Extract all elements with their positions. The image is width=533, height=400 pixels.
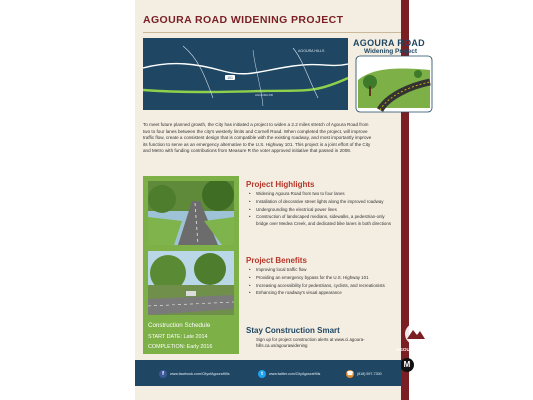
side-road-line — [253, 50, 263, 106]
title-divider — [143, 32, 401, 33]
highlight-item: • Construction of landscaped medians, sidewalks, a pedestrian-only bridge over Medea Creek, and dedicated bike lanes in both directions — [248, 214, 398, 226]
agoura-hills-seal-icon — [404, 322, 428, 346]
benefit-item: • Increasing accessibility for pedestrians, cyclists, and recreationists — [248, 283, 398, 289]
schedule-start: START DATE: Late 2014 — [148, 334, 208, 340]
road-rendering-photo — [148, 251, 234, 315]
schedule-completion: COMPLETION: Early 2016 — [148, 344, 213, 350]
facebook-icon: f — [159, 370, 167, 378]
agoura-hills-logo-text: AGOURA HILLS — [396, 347, 431, 352]
project-map — [143, 38, 348, 110]
logo-title-main: AGOURA ROAD — [353, 38, 425, 48]
logo-title-sub: Widening Project — [364, 48, 418, 55]
schedule-title: Construction Schedule — [148, 322, 211, 329]
metro-logo-icon — [400, 358, 414, 372]
benefits-list — [248, 267, 398, 298]
highlight-item: • Widening Agoura Road from two to four lanes — [248, 191, 398, 197]
phone-icon: ☎ — [346, 370, 354, 377]
twitter-icon: t — [258, 370, 266, 378]
twitter-url: www.twitter.com/CityAgouraHills — [269, 371, 321, 376]
intro-paragraph: To meet future planned growth, the City has initiated a project to widen a 2.2 miles stretch of Agoura Road from two to four lanes between the city's westerly limits and Cornell Road. When completed the project, will improve traffic flow, create a consistent design that is compatible with the existing roadway, and most importantly improve its function to serve as an emergency alternative to the U.S. Highway 101. This project is a joint effort of the City and Metro with funding contributions from Measure R the voter approved initiative that passed in 2008. — [143, 122, 372, 154]
benefits-heading: Project Benefits — [246, 256, 307, 265]
highlight-item: • Installation of decorative street lights along the improved roadway — [248, 199, 398, 205]
road-rendering-photo — [148, 181, 234, 245]
benefit-item: • Improving local traffic flow — [248, 267, 398, 273]
stay-smart-text: Sign up for project construction alerts at www.ci.agoura-hills.ca.us/agourawidening — [256, 337, 365, 349]
page-title: AGOURA ROAD WIDENING PROJECT — [143, 14, 344, 26]
benefit-item: • Providing an emergency bypass for the U.S. Highway 101 — [248, 275, 398, 281]
phone-contact[interactable] — [346, 369, 382, 378]
metro-logo-text: Metro — [416, 361, 434, 368]
facebook-link[interactable] — [159, 369, 230, 378]
highlight-item: • Undergrounding the electrical power lines — [248, 207, 398, 213]
highlights-heading: Project Highlights — [246, 180, 315, 189]
stay-smart-heading: Stay Construction Smart — [246, 326, 340, 335]
route-label: 101 — [227, 76, 233, 80]
map-city-label: AGOURA HILLS — [298, 49, 325, 53]
facebook-url: www.facebook.com/CityofAgouraHills — [170, 371, 230, 376]
twitter-link[interactable] — [258, 369, 320, 378]
highlights-list — [248, 191, 398, 228]
map-road-label: AGOURA RD — [255, 93, 274, 97]
phone-number: (818) 597-7300 — [357, 371, 382, 376]
agoura-road-line — [143, 78, 348, 92]
side-road-line — [183, 46, 213, 98]
freeway-101-line — [143, 64, 348, 74]
benefit-item: • Enhancing the roadway's visual appearance — [248, 290, 398, 296]
